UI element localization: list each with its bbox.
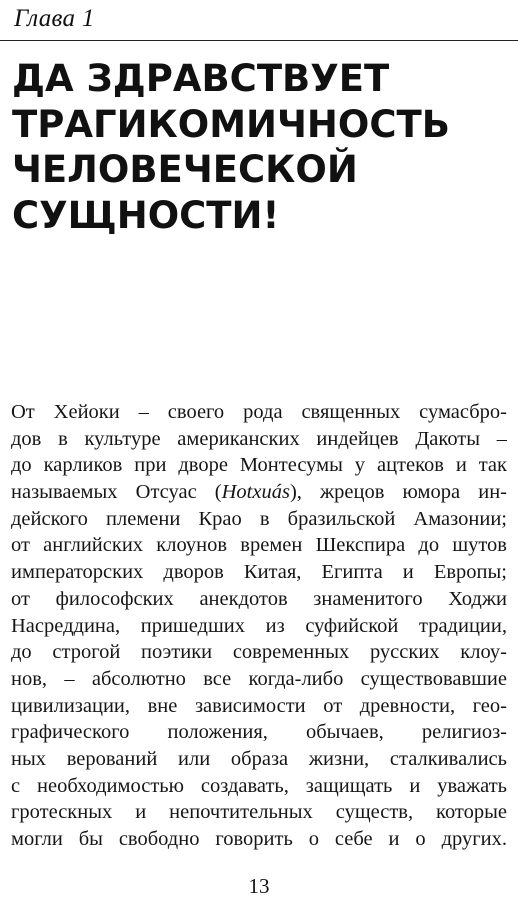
- body-line: ных верований или образа жизни, сталкивались: [11, 747, 507, 770]
- chapter-title-line: ТРАГИКОМИЧНОСТЬ: [12, 102, 450, 146]
- body-line: императорских дворов Китая, Египта и Европы;: [11, 561, 507, 584]
- chapter-label: Глава 1: [14, 5, 95, 32]
- italic-term: Hotxuás: [221, 481, 290, 504]
- body-line: до строгой поэтики современных русских клоу-: [11, 641, 507, 664]
- body-line-with-italic: [11, 479, 507, 506]
- chapter-title: [12, 56, 512, 238]
- body-line: От Хейоки – своего рода священных сумасбро-: [11, 401, 507, 423]
- body-line: до карликов при дворе Монтесумы у ацтеков и так: [11, 454, 507, 477]
- page-number: 13: [248, 874, 270, 898]
- body-line: могли бы свободно говорить о себе и о других.: [11, 828, 507, 850]
- chapter-title-line: СУЩНОСТИ!: [12, 193, 280, 237]
- body-line: Насреддина, пришедших из суфийской традиции,: [11, 614, 507, 637]
- body-line: от философских анекдотов знаменитого Ходжи: [11, 587, 507, 610]
- body-line: графического положения, обычаев, религиоз-: [11, 721, 507, 744]
- body-line-segment: ), жрецов юмора ин-: [289, 481, 507, 504]
- chapter-title-line: ДА ЗДРАВСТВУЕТ: [12, 57, 390, 100]
- body-paragraph: [11, 399, 507, 853]
- chapter-title-line: ЧЕЛОВЕЧЕСКОЙ: [12, 148, 358, 191]
- body-line: с необходимостью создавать, защищать и уважать: [11, 774, 507, 797]
- body-line: от английских клоунов времен Шекспира до шутов: [11, 534, 507, 557]
- header-rule: [0, 40, 518, 41]
- body-line: гротескных и непочтительных существ, которые: [11, 801, 507, 824]
- body-line: нов, – абсолютно все когда-либо существовавшие: [11, 667, 507, 690]
- body-line: дов в культуре американских индейцев Дакоты –: [11, 427, 507, 450]
- body-line-segment: называемых Отсуас (: [11, 481, 222, 504]
- body-line: цивилизации, вне зависимости от древности, гео-: [11, 694, 507, 717]
- body-line: дейского племени Крао в бразильской Амазонии;: [11, 507, 507, 530]
